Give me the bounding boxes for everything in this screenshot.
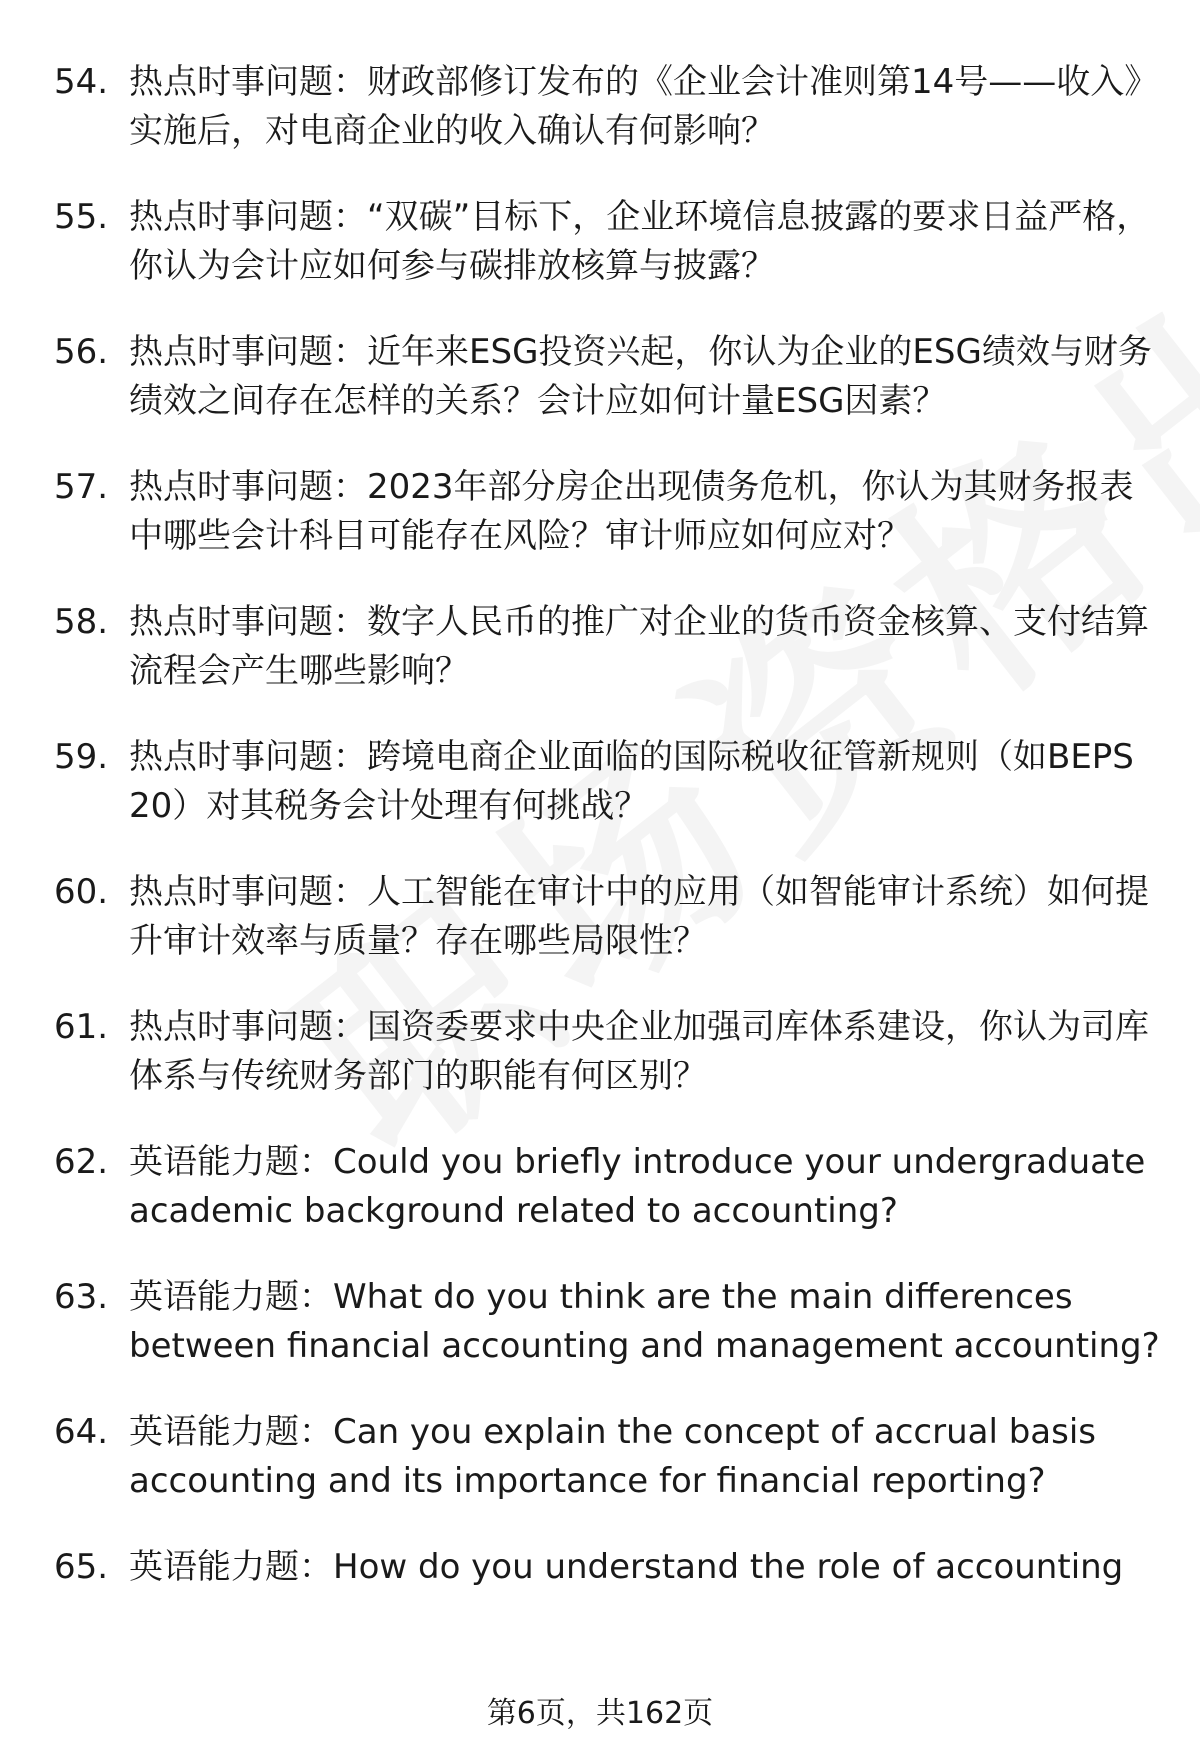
question-number: 55. [54,197,109,237]
question-number: 62. [54,1142,109,1182]
question-text: 热点时事问题：2023年部分房企出现债务危机，你认为其财务报表中哪些会计科目可能存在风险？审计师应如何应对？ [129,467,1134,556]
question-text: 热点时事问题：近年来ESG投资兴起，你认为企业的ESG绩效与财务绩效之间存在怎样的关系？会计应如何计量ESG因素？ [129,332,1152,421]
question-item [54,1138,1164,1236]
question-list [54,58,1164,1629]
page-footer: 第6页，共162页 [486,1696,714,1731]
question-text: 英语能力题：How do you understand the role of accounting [129,1547,1124,1587]
question-number: 58. [54,602,109,642]
question-number: 54. [54,62,109,102]
question-text: 热点时事问题：数字人民币的推广对企业的货币资金核算、支付结算流程会产生哪些影响？ [129,602,1149,691]
question-item [54,733,1164,831]
question-text: 热点时事问题：跨境电商企业面临的国际税收征管新规则（如BEPS 20）对其税务会计处理有何挑战？ [129,737,1134,826]
question-item [54,1543,1164,1592]
question-text: 热点时事问题：国资委要求中央企业加强司库体系建设，你认为司库体系与传统财务部门的职能有何区别？ [129,1007,1149,1096]
question-text: 热点时事问题：人工智能在审计中的应用（如智能审计系统）如何提升审计效率与质量？存在哪些局限性？ [129,872,1149,961]
question-text: 英语能力题：Can you explain the concept of accrual basis accounting and its importance for financial reporting? [129,1412,1097,1501]
question-number: 59. [54,737,109,777]
question-item [54,1408,1164,1506]
question-text: 英语能力题：Could you briefly introduce your undergraduate academic background related to accounting? [129,1142,1146,1231]
question-text: 热点时事问题：“双碳”目标下，企业环境信息披露的要求日益严格，你认为会计应如何参与碳排放核算与披露？ [129,197,1151,286]
question-item [54,1003,1164,1101]
question-item [54,58,1164,156]
question-text: 热点时事问题：财政部修订发布的《企业会计准则第14号——收入》实施后，对电商企业的收入确认有何影响？ [129,62,1159,151]
question-item [54,328,1164,426]
question-item [54,193,1164,291]
question-number: 64. [54,1412,109,1452]
question-number: 56. [54,332,109,372]
question-number: 65. [54,1547,109,1587]
question-item [54,868,1164,966]
question-text: 英语能力题：What do you think are the main differences between financial accounting and management accounting? [129,1277,1160,1366]
question-number: 61. [54,1007,109,1047]
question-number: 60. [54,872,109,912]
question-item [54,598,1164,696]
question-number: 63. [54,1277,109,1317]
question-item [54,463,1164,561]
question-number: 57. [54,467,109,507]
question-item [54,1273,1164,1371]
